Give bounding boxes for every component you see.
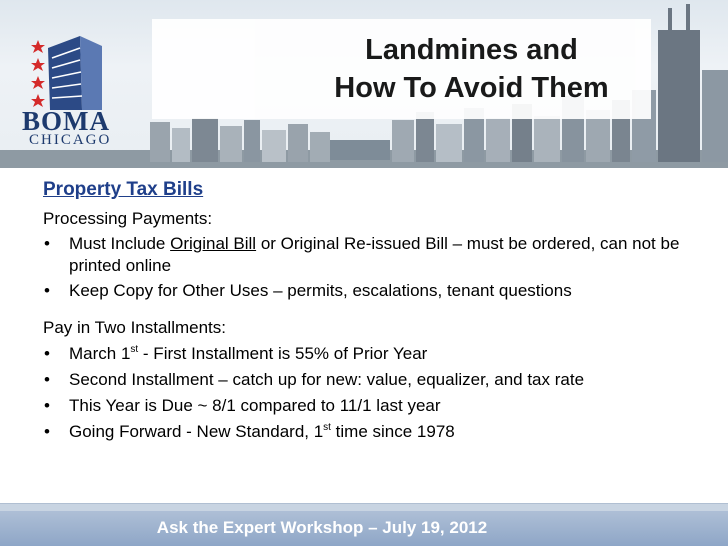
slide-title-line-2: How To Avoid Them xyxy=(334,72,609,104)
list-item xyxy=(43,343,723,365)
list-item-text: March 1 xyxy=(69,344,131,363)
group-title: Pay in Two Installments: xyxy=(43,318,226,337)
list-item-text: This Year is Due ~ 8/1 compared to 11/1 last year xyxy=(69,396,441,415)
slide-content xyxy=(43,178,723,443)
list-item xyxy=(43,395,723,417)
superscript: st xyxy=(323,422,331,433)
bullet-marker: • xyxy=(44,281,50,300)
bullet-marker: • xyxy=(44,234,50,253)
footer-text: Ask the Expert Workshop – July 19, 2012 xyxy=(156,518,488,537)
bullet-marker: • xyxy=(44,396,50,415)
bullet-list xyxy=(43,233,723,302)
header-banner xyxy=(0,0,728,168)
list-item-text: time since 1978 xyxy=(330,422,455,441)
footer-divider xyxy=(0,503,728,511)
slide-title-line-1: Landmines and xyxy=(365,34,578,66)
superscript: st xyxy=(130,344,139,355)
underlined-text: Original Bill xyxy=(170,234,257,253)
bullet-marker: • xyxy=(44,344,50,363)
section-heading: Property Tax Bills xyxy=(43,179,204,200)
chicago-logo-text: CHICAGO xyxy=(29,132,112,148)
footer-bar xyxy=(0,511,728,546)
list-item-text: - First Installment is 55% of Prior Year xyxy=(138,344,428,363)
processing-payments-group xyxy=(43,208,723,302)
list-item-text: Keep Copy for Other Uses – permits, escalations, tenant questions xyxy=(69,281,572,300)
list-item xyxy=(43,369,723,391)
list-item xyxy=(43,233,723,277)
boma-logo-text: BOMA xyxy=(22,106,110,136)
bullet-marker: • xyxy=(44,370,50,389)
group-title: Processing Payments: xyxy=(43,209,213,228)
list-item xyxy=(43,421,723,443)
list-item-text: Must Include xyxy=(69,234,171,253)
bullet-list xyxy=(43,343,723,443)
list-item-text: or Original Re-issued Bill – must be ordered, can not be printed online xyxy=(69,234,680,275)
list-item xyxy=(43,280,723,302)
list-item-text: Second Installment – catch up for new: value, equalizer, and tax rate xyxy=(69,370,585,389)
installments-group xyxy=(43,317,723,443)
list-item-text: Going Forward - New Standard, 1 xyxy=(69,422,324,441)
bullet-marker: • xyxy=(44,422,50,441)
red-star-icon xyxy=(31,40,45,107)
title-box xyxy=(152,19,651,119)
